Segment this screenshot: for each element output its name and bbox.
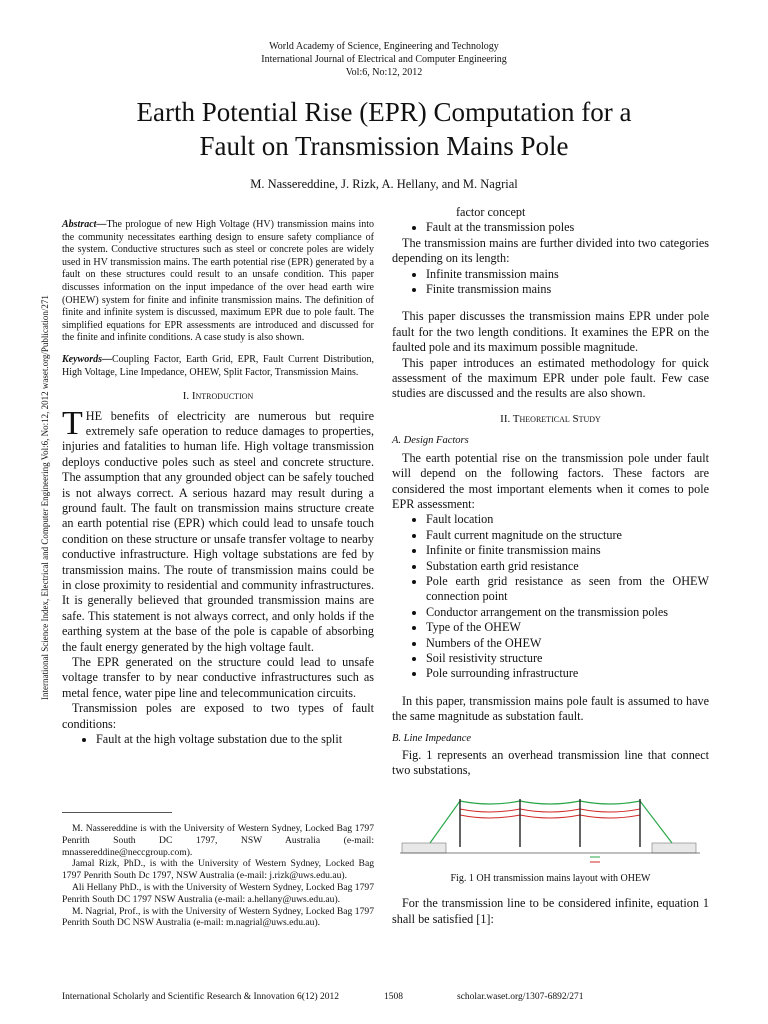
list-item: • Infinite or finite transmission mains	[426, 543, 709, 558]
abstract	[62, 219, 374, 345]
list-item: • Soil resistivity structure	[426, 651, 709, 666]
phase-wire-1	[460, 809, 640, 812]
list-item: • Pole surrounding infrastructure	[426, 666, 709, 681]
length-category-list	[392, 267, 709, 298]
title-line-1: Earth Potential Rise (EPR) Computation for a	[136, 97, 632, 127]
footnote: M. Nagrial, Prof., is with the University of Western Sydney, Locked Bag 1797 Penrith South DC NSW Australia (e-mail: m.nagrial@uws.edu.au).	[62, 905, 374, 929]
substation-right	[652, 843, 696, 853]
footnote: Jamal Rizk, PhD., is with the University of Western Sydney, Locked Bag 1797 Penrith South Dc 1797, NSW Australia (e-mail: j.rizk@uws.edu.au).	[62, 858, 374, 882]
intro-p1-text: HE benefits of electricity are numerous but require extremely safe operation to reduce damages to properties, injuries and fatalities to human life. High voltage transmission deploys conductive poles such as steel and concrete structure. The assumption that any grounded object can be safely touched is not always correct. A serious hazard may result during a ground fault. The fault on transmission mains structure create an earth potential rise (EPR) which could lead to unsafe touch condition on these structure or unsafe transfer voltage to nearby conductive infrastructure. High voltage substations are fed by transmission mains. The route of transmission mains could be in close proximity to residential and community infrastructures. It is generally believed that grounded transmission mains are safe. This statement is not always correct, and only holds if the earthing system at the base of the pole is capable of absorbing the fault energy generated by the high voltage fault.	[62, 408, 374, 654]
journal-line-2: International Journal of Electrical and Computer Engineering	[261, 54, 507, 65]
subsection-line-impedance: B. Line Impedance	[392, 732, 472, 744]
keywords-label: Keywords—	[62, 353, 112, 365]
design-factor-list	[392, 512, 709, 681]
section-heading-theory: II. Theoretical Study	[500, 412, 601, 425]
earth-wire	[430, 801, 672, 843]
side-index-text: International Science Index, Electrical and Computer Engineering Vol:6, No:12, 2012 waset.org/Publication/271	[40, 295, 50, 700]
transmission-line-figure	[400, 787, 700, 867]
abstract-text: The prologue of new High Voltage (HV) transmission mains into the community necessitates earthing design to ensure safety compliance of the system. Conductive structures such as steel or concrete poles are widely used in HV transmission mains. The earth potential rise (EPR) generated by a fault on these structures could result to an unsafe condition. This paper discusses information on the input impedance of the over head earth wire (OHEW) system for finite and infinite transmission mains. The definition of finite and infinite system is discussed, maximum EPR due to pole fault. The simplified equations for EPR assessments are introduced and discussed for the finite and infinite conditions. A case study is also shown.	[62, 219, 374, 344]
theory-paragraph-4: For the transmission line to be considered infinite, equation 1 shall be satisfied [1]:	[392, 896, 709, 926]
bullet-continuation: factor concept	[456, 205, 526, 219]
authors: M. Nassereddine, J. Rizk, A. Hellany, and M. Nagrial	[250, 177, 518, 191]
list-item: • Fault at the high voltage substation due to the split	[96, 732, 374, 747]
list-item: • Numbers of the OHEW	[426, 636, 709, 651]
list-item: • Type of the OHEW	[426, 620, 709, 635]
journal-volume: Vol:6, No:12, 2012	[345, 67, 423, 78]
list-item: • Pole earth grid resistance as seen from the OHEW connection point	[426, 574, 709, 605]
list-item: • Fault current magnitude on the structure	[426, 528, 709, 543]
footnote-rule	[62, 812, 172, 813]
footer-publisher: International Scholarly and Scientific Research & Innovation 6(12) 2012	[62, 992, 340, 1002]
page-number: 1508	[384, 992, 403, 1002]
theory-paragraph-2: In this paper, transmission mains pole fault is assumed to have the same magnitude as substation fault.	[392, 693, 709, 724]
intro-paragraph-2: The EPR generated on the structure could lead to unsafe voltage transfer to by near conductive infrastructures such as metal fence, water pipe line and telecommunication circuits.	[62, 655, 374, 700]
journal-header	[0, 40, 768, 79]
transmission-line-diagram	[400, 787, 700, 867]
keywords	[62, 354, 374, 379]
intro-paragraph-5: This paper discusses the transmission mains EPR under pole fault for the two length conditions. It examines the EPR on the faulted pole and its maximum possible magnitude.	[392, 309, 709, 355]
footnote: Ali Hellany PhD., is with the University of Western Sydney, Locked Bag 1797 Penrith South DC 1797 NSW Australia (e-mail: a.hellany@uws.edu.au).	[62, 881, 374, 905]
list-item: • Finite transmission mains	[426, 282, 709, 297]
phase-wire-2	[460, 815, 640, 818]
list-item: • Fault location	[426, 512, 709, 527]
fault-type-list-cont	[392, 220, 709, 235]
subsection-design-factors: A. Design Factors	[392, 435, 469, 447]
abstract-label: Abstract—	[62, 219, 107, 230]
section-heading-intro: I. Introduction	[182, 390, 254, 403]
list-item: • Substation earth grid resistance	[426, 559, 709, 574]
right-column	[392, 205, 709, 927]
keywords-text: Coupling Factor, Earth Grid, EPR, Fault Current Distribution, High Voltage, Line Impedance, OHEW, Split Factor, Transmission Mains.	[62, 353, 374, 378]
intro-paragraph-4: The transmission mains are further divided into two categories depending on its length:	[392, 235, 709, 266]
footnote: M. Nassereddine is with the University of Western Sydney, Locked Bag 1797 Penrith South DC 1797, NSW Australia (e-mail: mnassereddine@neccgroup.com).	[62, 823, 374, 858]
drop-cap: T	[62, 404, 83, 442]
left-column	[62, 219, 374, 747]
intro-paragraph-3: Transmission poles are exposed to two types of fault conditions:	[62, 701, 374, 731]
intro-paragraph-6: This paper introduces an estimated methodology for quick assessment of the maximum EPR under pole fault. Few case studies are discussed and the results are also shown.	[392, 355, 709, 401]
substation-left	[402, 843, 446, 853]
figure-caption: Fig. 1 OH transmission mains layout with OHEW	[450, 872, 651, 884]
theory-paragraph-3: Fig. 1 represents an overhead transmission line that connect two substations,	[392, 748, 709, 778]
theory-paragraph-1: The earth potential rise on the transmission pole under fault will depend on the following factors. These factors are considered the most important elements when it comes to pole EPR assessment:	[392, 450, 709, 511]
list-item: • Fault at the transmission poles	[426, 220, 709, 235]
fault-type-list	[62, 732, 374, 747]
journal-line-1: World Academy of Science, Engineering and Technology	[269, 41, 499, 52]
footnotes	[62, 823, 374, 929]
paper-title	[60, 95, 708, 163]
intro-paragraph-1	[62, 404, 374, 656]
footer-url: scholar.waset.org/1307-6892/271	[457, 992, 584, 1002]
list-item: • Infinite transmission mains	[426, 267, 709, 282]
list-item: • Conductor arrangement on the transmission poles	[426, 605, 709, 620]
title-line-2: Fault on Transmission Mains Pole	[199, 131, 569, 161]
